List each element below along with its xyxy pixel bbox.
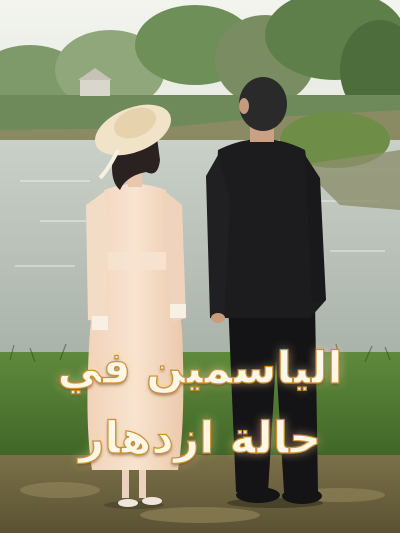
poster-title-line-1: الياسمين في (57, 343, 343, 394)
poster-title-line-2: حالة ازدهار (78, 413, 322, 464)
